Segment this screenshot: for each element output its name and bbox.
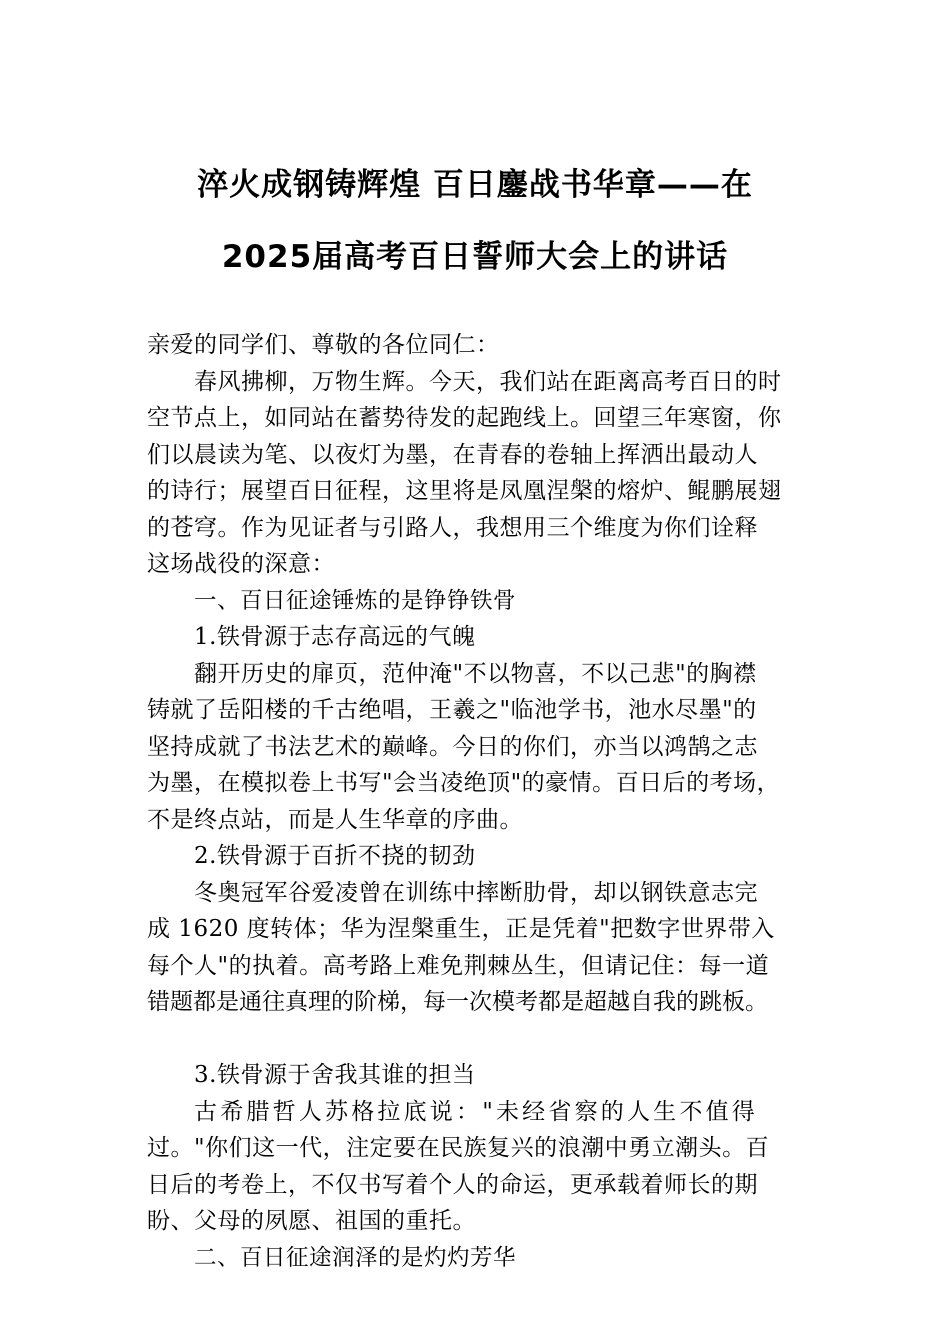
paragraph-line: 铸就了岳阳楼的千古绝唱，王羲之"临池学书，池水尽墨"的 xyxy=(147,697,757,723)
subsection-heading: 3.铁骨源于舍我其谁的担当 xyxy=(194,1062,476,1088)
paragraph-line: 古希腊哲人苏格拉底说："未经省察的人生不值得 xyxy=(194,1098,758,1125)
paragraph-line: 空节点上，如同站在蓄势待发的起跑线上。回望三年寒窗，你 xyxy=(147,405,782,431)
paragraph-line: 们以晨读为笔、以夜灯为墨，在青春的卷轴上挥洒出最动人 xyxy=(147,441,758,468)
subsection-heading: 2.铁骨源于百折不挠的韧劲 xyxy=(194,843,476,869)
salutation: 亲爱的同学们、尊敬的各位同仁： xyxy=(147,332,500,358)
paragraph-line: 过。"你们这一代，注定要在民族复兴的浪潮中勇立潮头。百 xyxy=(147,1135,770,1161)
paragraph-line: 冬奥冠军谷爱凌曾在训练中摔断肋骨，却以钢铁意志完 xyxy=(194,879,758,906)
paragraph-line: 坚持成就了书法艺术的巅峰。今日的你们，亦当以鸿鹄之志 xyxy=(147,733,758,760)
section-heading: 一、百日征途锤炼的是铮铮铁骨 xyxy=(194,587,517,614)
document-body xyxy=(147,327,807,1276)
paragraph-line: 这场战役的深意： xyxy=(147,551,335,577)
paragraph-line: 的诗行；展望百日征程，这里将是凤凰涅槃的熔炉、鲲鹏展翅 xyxy=(147,478,782,504)
paragraph-line: 不是终点站，而是人生华章的序曲。 xyxy=(147,806,523,833)
subsection-heading: 1.铁骨源于志存高远的气魄 xyxy=(194,624,476,650)
paragraph-line: 为墨，在模拟卷上书写"会当凌绝顶"的豪情。百日后的考场， xyxy=(147,770,781,796)
paragraph-line: 成 1620 度转体；华为涅槃重生，正是凭着"把数字世界带入 xyxy=(147,916,775,942)
document-title-line-2: 2025届高考百日誓师大会上的讲话 xyxy=(221,239,729,275)
document-title-line-1: 淬火成钢铸辉煌 百日鏖战书华章——在 xyxy=(197,167,753,203)
paragraph-line: 盼、父母的夙愿、祖国的重托。 xyxy=(147,1208,476,1234)
paragraph-line: 日后的考卷上，不仅书写着个人的命运，更承载着师长的期 xyxy=(147,1171,758,1198)
blank-line xyxy=(147,1021,807,1058)
paragraph-line: 的苍穹。作为见证者与引路人，我想用三个维度为你们诠释 xyxy=(147,514,758,541)
section-heading: 二、百日征途润泽的是灼灼芳华 xyxy=(194,1244,517,1271)
paragraph-line: 翻开历史的扉页，范仲淹"不以物喜，不以己悲"的胸襟 xyxy=(194,660,757,687)
paragraph-line: 春风拂柳，万物生辉。今天，我们站在距离高考百日的时 xyxy=(194,368,782,395)
paragraph-line: 错题都是通往真理的阶梯，每一次模考都是超越自我的跳板。 xyxy=(147,989,768,1015)
paragraph-line: 每个人"的执着。高考路上难免荆棘丛生，但请记住：每一道 xyxy=(147,952,770,979)
